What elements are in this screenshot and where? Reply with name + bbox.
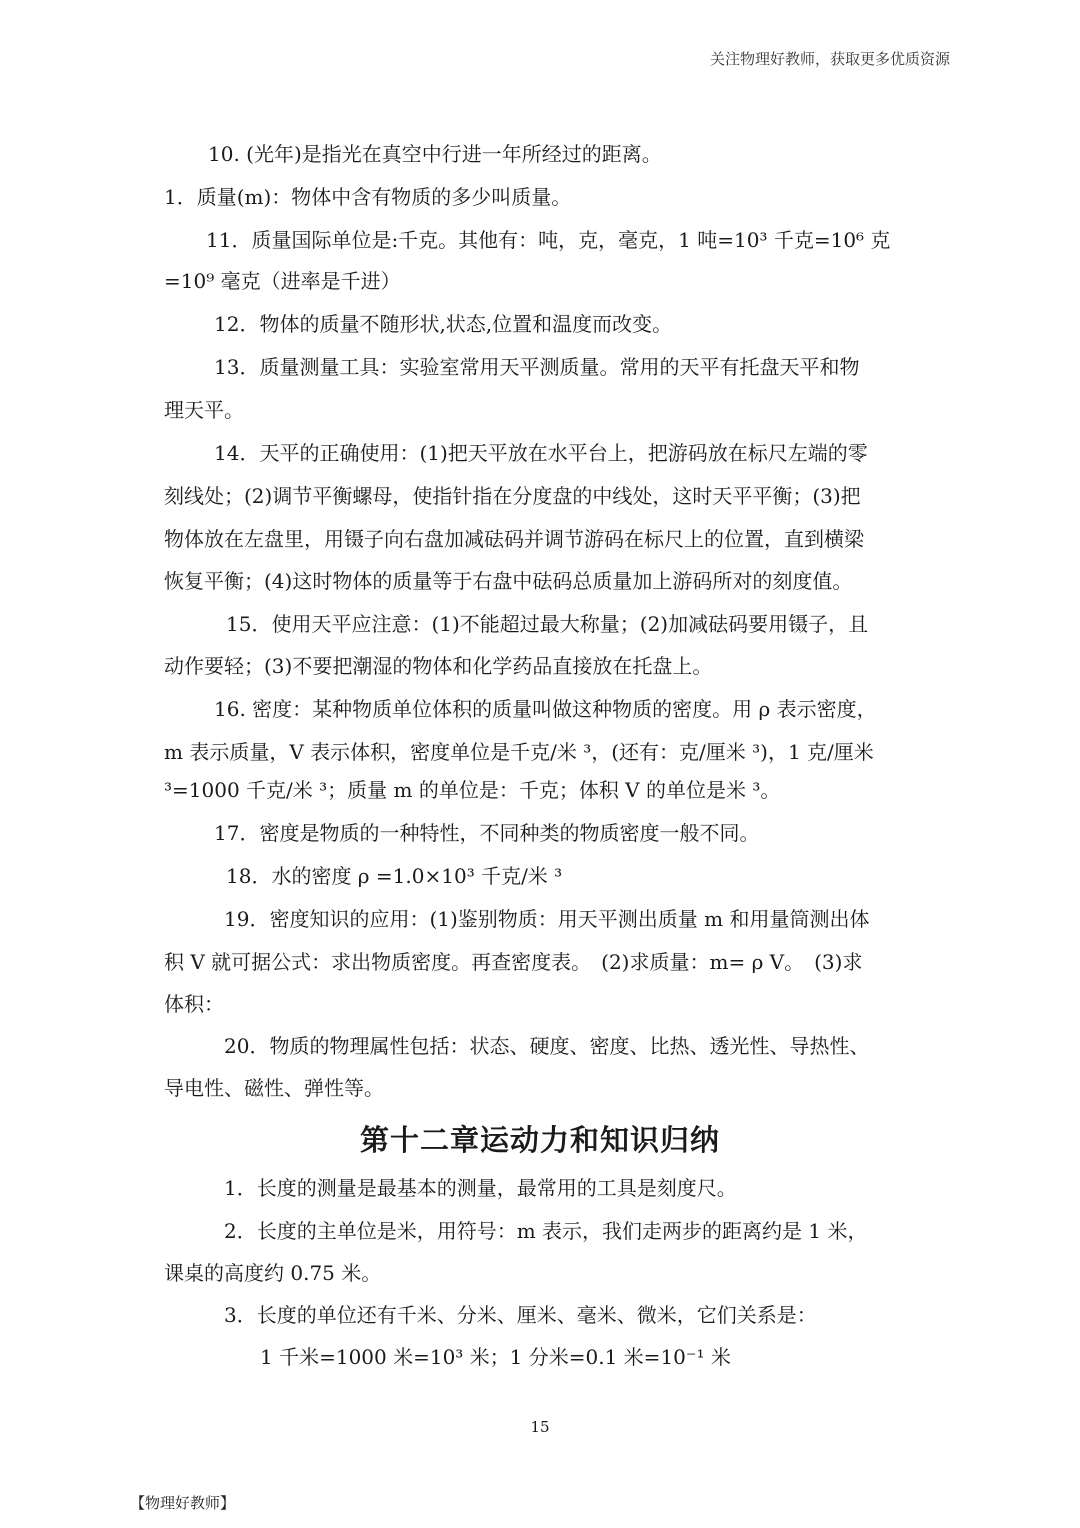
text-line: 17．密度是物质的一种特性，不同种类的物质密度一般不同。 [214,821,760,845]
chapter-heading: 第十二章运动力和知识归纳 [359,1123,720,1157]
text-line: 18．水的密度 ρ =1.0×10³ 千克/米 ³ [226,864,563,888]
text-line: 14．天平的正确使用：(1)把天平放在水平台上，把游码放在标尺左端的零 [214,441,868,465]
header-note: 关注物理好教师，获取更多优质资源 [709,50,950,68]
text-line: 12．物体的质量不随形状,状态,位置和温度而改变。 [214,312,673,336]
text-line: 导电性、磁性、弹性等。 [164,1076,384,1100]
text-line: =10⁹ 毫克（进率是千进） [164,269,401,293]
text-line: ³=1000 千克/米 ³；质量 m 的单位是：千克；体积 V 的单位是米 ³。 [164,778,781,802]
text-line: 1．长度的测量是最基本的测量，最常用的工具是刻度尺。 [224,1176,737,1200]
text-line: 1．质量(m)：物体中含有物质的多少叫质量。 [164,185,572,209]
text-line: 3．长度的单位还有千米、分米、厘米、毫米、微米，它们关系是： [224,1303,817,1327]
text-line: 课桌的高度约 0.75 米。 [164,1261,382,1285]
text-line: 15．使用天平应注意：(1)不能超过最大称量；(2)加减砝码要用镊子，且 [226,612,869,636]
text-line: 19．密度知识的应用：(1)鉴别物质：用天平测出质量 m 和用量筒测出体 [224,907,870,931]
text-line: 10. (光年)是指光在真空中行进一年所经过的距离。 [208,142,662,166]
text-line: 1 千米=1000 米=10³ 米；1 分米=0.1 米=10⁻¹ 米 [260,1345,731,1369]
page-number: 15 [530,1418,550,1436]
text-line: 积 V 就可据公式：求出物质密度。再查密度表。 (2)求质量：m= ρ V。 (3)求 [164,950,863,974]
text-line: 恢复平衡；(4)这时物体的质量等于右盘中砝码总质量加上游码所对的刻度值。 [164,569,853,593]
text-line: 刻线处；(2)调节平衡螺母，使指针指在分度盘的中线处，这时天平平衡；(3)把 [164,484,861,508]
text-line: m 表示质量，V 表示体积，密度单位是千克/米 ³，(还有：克/厘米 ³)，1 克/厘米 [164,740,874,764]
text-line: 16. 密度：某种物质单位体积的质量叫做这种物质的密度。用 ρ 表示密度， [214,697,877,721]
text-line: 13．质量测量工具：实验室常用天平测质量。常用的天平有托盘天平和物 [214,355,860,379]
footer-tag: 【物理好教师】 [130,1494,236,1512]
text-line: 动作要轻；(3)不要把潮湿的物体和化学药品直接放在托盘上。 [164,654,713,678]
text-line: 11．质量国际单位是:千克。其他有：吨，克，毫克，1 吨=10³ 千克=10⁶ 克 [206,228,891,252]
text-line: 理天平。 [164,398,244,422]
text-line: 体积： [164,992,224,1016]
text-line: 20．物质的物理属性包括：状态、硬度、密度、比热、透光性、导热性、 [224,1034,870,1058]
text-line: 2．长度的主单位是米，用符号：m 表示，我们走两步的距离约是 1 米， [224,1219,868,1243]
text-line: 物体放在左盘里，用镊子向右盘加减砝码并调节游码在标尺上的位置，直到横梁 [164,527,864,551]
